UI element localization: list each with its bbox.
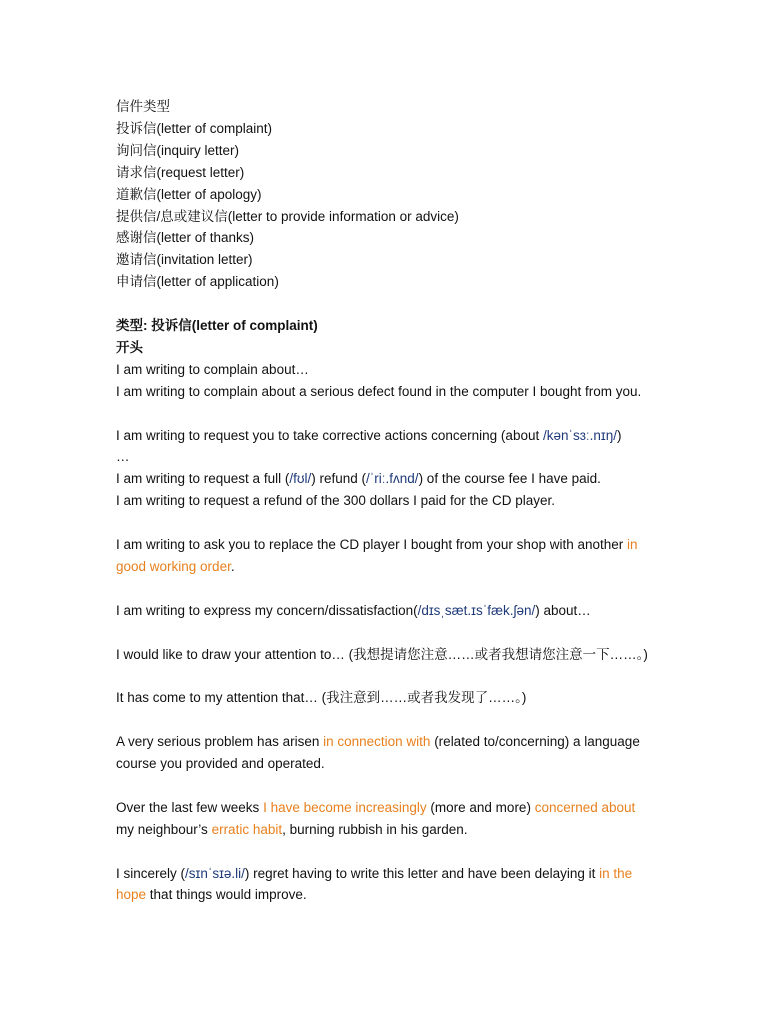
list-item (116, 227, 652, 249)
letter-type-cn: 投诉信 (116, 120, 157, 136)
letter-type-en: (inquiry letter) (156, 142, 240, 158)
highlighted-phrase: in the hope (116, 865, 633, 903)
topic-heading (116, 315, 652, 337)
document-body (116, 96, 652, 906)
spacer (116, 665, 652, 687)
spacer (116, 512, 652, 534)
sentence-text: I sincerely ( (116, 865, 186, 881)
sentence-text: ) regret having to write this letter and have been delaying it (244, 865, 600, 881)
spacer (116, 775, 652, 797)
sentence: I am writing to request a refund of the 300 dollars I paid for the CD player. (116, 493, 555, 509)
sentence-text: ) refund ( (311, 471, 367, 487)
letter-type-separator: / (156, 208, 161, 224)
sentence (116, 731, 652, 775)
list-item (116, 249, 652, 271)
sentence (116, 687, 652, 709)
opening-label: 开头 (116, 339, 143, 355)
sentence-text: ) (521, 690, 527, 706)
sentence-text: ) (643, 646, 648, 662)
letter-type-en: (letter of thanks) (156, 230, 255, 246)
spacer (116, 622, 652, 644)
spacer (116, 578, 652, 600)
translation-cn: 我注意到……或者我发现了……。 (326, 690, 522, 706)
list-item (116, 206, 652, 228)
letter-type-cn: 请求信 (116, 164, 157, 180)
sentence-text: ) (617, 427, 622, 443)
sentence (116, 600, 652, 622)
sentence (116, 797, 652, 841)
phonetic: /fʊl/ (289, 471, 312, 487)
letter-type-en: (letter of complaint) (156, 120, 273, 136)
letter-type-cn: 感谢信 (116, 230, 157, 246)
letter-type-list (116, 118, 652, 293)
letter-type-cn: 提供信 (116, 208, 157, 224)
sentence-text: A very serious problem has arisen (116, 734, 324, 750)
sentence (116, 863, 652, 907)
sentence-text: I would like to draw your attention to… ( (116, 646, 354, 662)
sentence (116, 534, 652, 578)
letter-type-en: (letter of apology) (156, 186, 262, 202)
spacer (116, 293, 652, 315)
phonetic: /ˈriː.fʌnd/ (366, 471, 419, 487)
topic-prefix: 类型 (116, 318, 143, 334)
sentence-text: my neighbour’s (116, 821, 212, 837)
list-item (116, 271, 652, 293)
sentence-text: I am writing to request a full ( (116, 471, 290, 487)
letter-type-cn: 询问信 (116, 142, 157, 158)
highlighted-phrase: in good working order (116, 537, 638, 574)
list-item (116, 184, 652, 206)
letter-type-cn: 邀请信 (116, 252, 157, 268)
spacer (116, 403, 652, 425)
list-item (116, 140, 652, 162)
sentence-text: (related to/concerning) a language course you provided and operated. (116, 734, 640, 772)
sentence-text: , burning rubbish in his garden. (282, 821, 468, 837)
sentence-text: . (230, 558, 235, 574)
phonetic: /sɪnˈsɪə.li/ (185, 865, 245, 881)
sentence-continuation: … (116, 449, 130, 465)
phonetic: /kənˈsɜː.nɪŋ/ (542, 427, 617, 443)
letter-type-en: (letter of application) (156, 274, 279, 290)
letter-type-en: (letter to provide information or advice) (227, 208, 459, 224)
sentence-text: I am writing to request you to take corrective actions concerning (about (116, 427, 543, 443)
topic-cn: 投诉信 (151, 318, 192, 334)
sentence: I am writing to complain about a serious defect found in the computer I bought from you. (116, 383, 642, 399)
topic-en: (letter of complaint) (191, 318, 318, 334)
sentence-text: I am writing to ask you to replace the CD player I bought from your shop with another (116, 537, 628, 553)
highlighted-phrase: I have become increasingly (263, 799, 427, 815)
sentence (116, 425, 652, 447)
section-heading: 信件类型 (116, 99, 170, 114)
phonetic: /dɪsˌsæt.ɪsˈfæk.ʃən/ (417, 602, 536, 618)
spacer (116, 841, 652, 863)
spacer (116, 709, 652, 731)
sentence (116, 468, 652, 490)
letter-type-cn: 申请信 (116, 274, 157, 290)
letter-type-cn: 道歉信 (116, 186, 157, 202)
highlighted-phrase: erratic habit (211, 821, 283, 837)
letter-type-cn-continued: 息或建议信 (160, 208, 228, 224)
letter-type-en: (request letter) (156, 164, 245, 180)
sentence-text: It has come to my attention that… ( (116, 690, 327, 706)
sentence-text: that things would improve. (146, 887, 307, 903)
list-item (116, 118, 652, 140)
sentence: I am writing to complain about… (116, 361, 309, 377)
sentence-text: ) of the course fee I have paid. (418, 471, 601, 487)
sentence-text: (more and more) (426, 799, 535, 815)
topic-separator: : (143, 318, 152, 334)
translation-cn: 我想提请您注意……或者我想请您注意一下……。 (353, 646, 644, 662)
letter-type-en: (invitation letter) (156, 252, 253, 268)
highlighted-phrase: in connection with (323, 734, 431, 750)
sentence-text: Over the last few weeks (116, 799, 264, 815)
sentence-text: ) about… (535, 602, 591, 618)
sentence-text: I am writing to express my concern/dissatisfaction( (116, 602, 418, 618)
list-item (116, 162, 652, 184)
highlighted-phrase: concerned about (534, 799, 636, 815)
sentence (116, 644, 652, 666)
